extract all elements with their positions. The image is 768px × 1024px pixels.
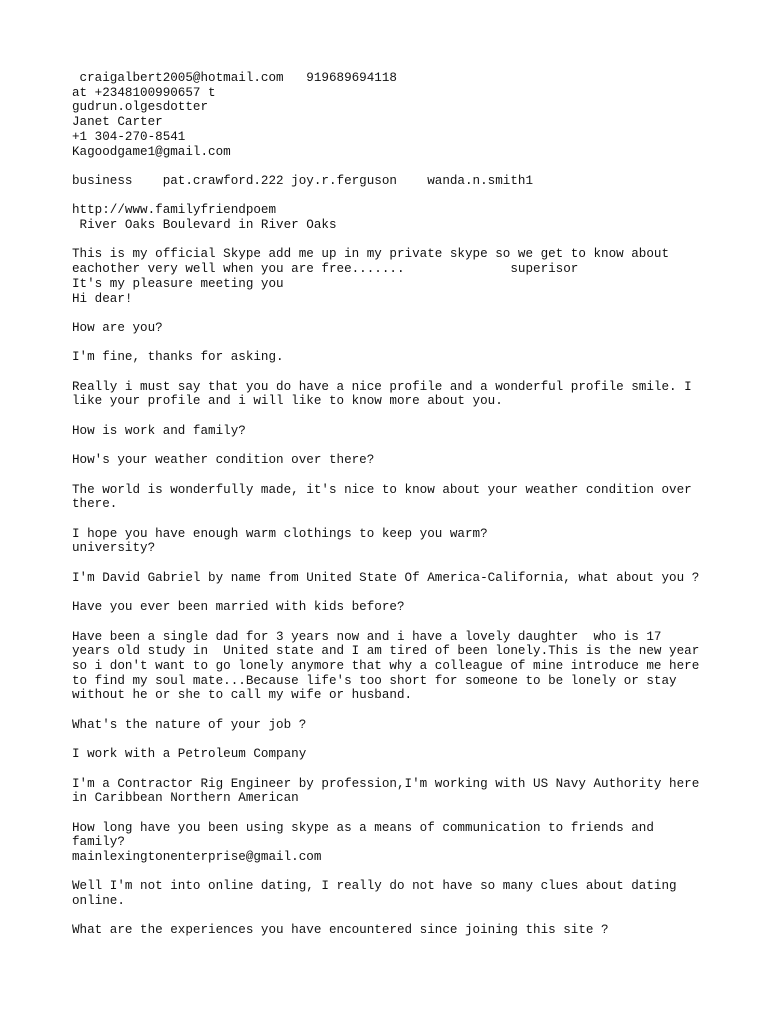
- text-line: to find my soul mate...Because life's too short for someone to be lonely or stay: [72, 673, 677, 688]
- text-paragraph: [72, 571, 752, 586]
- text-line: Really i must say that you do have a nice profile and a wonderful profile smile. I: [72, 379, 692, 394]
- text-line: Well I'm not into online dating, I really do not have so many clues about dating: [72, 879, 677, 894]
- text-line: Have you ever been married with kids before?: [72, 600, 405, 615]
- text-paragraph: [72, 424, 752, 439]
- text-line: Kagoodgame1@gmail.com: [72, 144, 231, 159]
- text-line: I hope you have enough warm clothings to keep you warm?: [72, 526, 488, 541]
- text-line: Hi dear!: [72, 291, 133, 306]
- text-paragraph: [72, 453, 752, 468]
- text-line: family?: [72, 835, 125, 850]
- text-line: Have been a single dad for 3 years now and i have a lovely daughter who is 17: [72, 629, 662, 644]
- text-paragraph: [72, 821, 752, 865]
- text-line: I work with a Petroleum Company: [72, 747, 307, 762]
- text-line: craigalbert2005@hotmail.com 919689694118: [72, 71, 397, 85]
- text-line: River Oaks Boulevard in River Oaks: [72, 218, 337, 232]
- text-paragraph: [72, 630, 752, 704]
- text-line: like your profile and i will like to know more about you.: [72, 394, 503, 409]
- text-paragraph: [72, 483, 752, 512]
- text-line: How are you?: [72, 320, 163, 335]
- text-line: The world is wonderfully made, it's nice to know about your weather condition over: [72, 482, 692, 497]
- document-text: [72, 71, 752, 953]
- text-line: gudrun.olgesdotter: [72, 100, 209, 115]
- text-paragraph: [72, 247, 752, 306]
- text-line: so i don't want to go lonely anymore that why a colleague of mine introduce me here: [72, 658, 700, 673]
- text-line: Janet Carter: [72, 115, 163, 130]
- text-paragraph: [72, 923, 752, 938]
- text-paragraph: [72, 321, 752, 336]
- text-line: in Caribbean Northern American: [72, 791, 299, 806]
- text-line: there.: [72, 497, 118, 512]
- text-paragraph: [72, 527, 752, 556]
- text-paragraph: [72, 350, 752, 365]
- text-line: How long have you been using skype as a means of communication to friends and: [72, 820, 654, 835]
- text-line: +1 304-270-8541: [72, 129, 186, 144]
- text-paragraph: [72, 203, 752, 232]
- text-paragraph: [72, 600, 752, 615]
- text-line: eachother very well when you are free....... superisor: [72, 262, 579, 277]
- text-line: mainlexingtonenterprise@gmail.com: [72, 850, 322, 864]
- text-line: How is work and family?: [72, 423, 246, 438]
- text-line: years old study in United state and I am tired of been lonely.This is the new year: [72, 644, 700, 659]
- text-line: at +2348100990657 t: [72, 85, 216, 100]
- text-paragraph: [72, 174, 752, 189]
- text-paragraph: [72, 71, 752, 159]
- text-line: It's my pleasure meeting you: [72, 276, 284, 291]
- text-line: I'm a Contractor Rig Engineer by profession,I'm working with US Navy Authority here: [72, 776, 700, 791]
- text-paragraph: [72, 879, 752, 908]
- text-line: business pat.crawford.222 joy.r.ferguson wanda.n.smith1: [72, 173, 534, 188]
- text-line: How's your weather condition over there?: [72, 453, 375, 468]
- text-line: university?: [72, 541, 156, 556]
- text-line: This is my official Skype add me up in my private skype so we get to know about: [72, 247, 670, 262]
- text-paragraph: [72, 718, 752, 733]
- text-paragraph: [72, 747, 752, 762]
- text-line: http://www.familyfriendpoem: [72, 203, 277, 218]
- text-line: online.: [72, 894, 125, 909]
- text-line: What are the experiences you have encountered since joining this site ?: [72, 923, 609, 938]
- text-paragraph: [72, 380, 752, 409]
- text-line: What's the nature of your job ?: [72, 717, 307, 732]
- text-paragraph: [72, 777, 752, 806]
- text-line: I'm fine, thanks for asking.: [72, 350, 284, 365]
- text-line: I'm David Gabriel by name from United State Of America-California, what about you ?: [72, 570, 700, 585]
- text-line: without he or she to call my wife or husband.: [72, 688, 413, 703]
